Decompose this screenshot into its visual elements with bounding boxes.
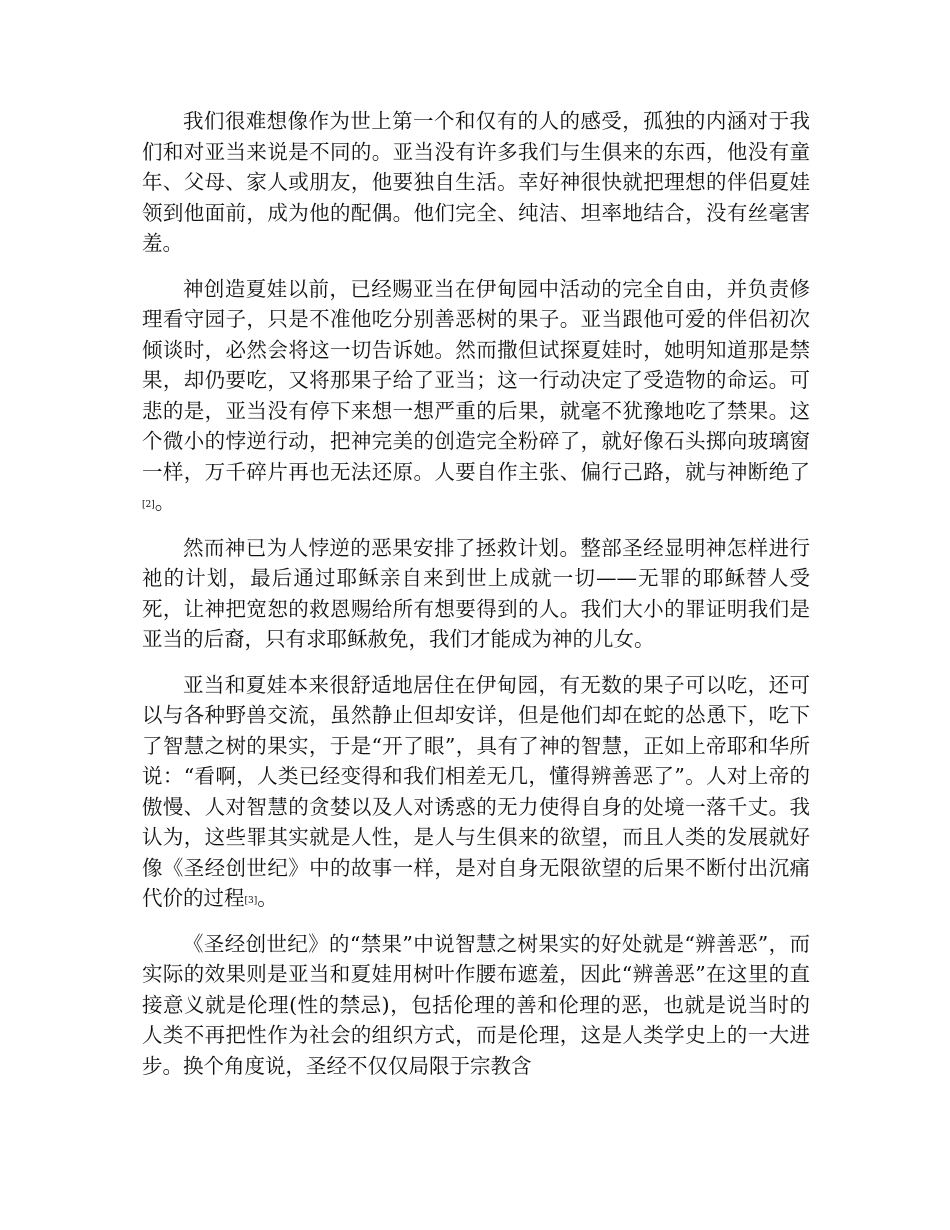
document-body xyxy=(142,106,810,1096)
paragraph-tail: 。 xyxy=(257,886,278,910)
paragraph-text: 《圣经创世纪》的“禁果”中说智慧之树果实的好处就是“辨善恶”，而实际的效果则是亚当和夏娃用树叶作腰布遮羞，因此“辨善恶”在这里的直接意义就是伦理(性的禁忌)，包括伦理的善和伦理的恶，也就是说当时的人类不再把性作为社会的组织方式，而是伦理，这是人类学史上的一大进步。换个角度说，圣经不仅仅局限于宗教含 xyxy=(142,931,810,1078)
paragraph-3 xyxy=(142,533,810,655)
paragraph-2 xyxy=(142,274,810,518)
paragraph-text: 神创造夏娃以前，已经赐亚当在伊甸园中活动的完全自由，并负责修理看守园子，只是不准他吃分别善恶树的果子。亚当跟他可爱的伴侣初次倾谈时，必然会将这一切告诉她。然而撒但试探夏娃时，她明知道那是禁果，却仍要吃，又将那果子给了亚当；这一行动决定了受造物的命运。可悲的是，亚当没有停下来想一想严重的后果，就毫不犹豫地吃了禁果。这个微小的悖逆行动，把神完美的创造完全粉碎了，就好像石头掷向玻璃窗一样，万千碎片再也无法还原。人要自作主张、偏行己路，就与神断绝了 xyxy=(142,276,810,484)
footnote-reference[interactable]: [2] xyxy=(142,500,155,510)
paragraph-text: 亚当和夏娃本来很舒适地居住在伊甸园，有无数的果子可以吃，还可以与各种野兽交流，虽然静止但却安详，但是他们却在蛇的怂恿下，吃下了智慧之树的果实，于是“开了眼”，具有了神的智慧，正如上帝耶和华所说：“看啊，人类已经变得和我们相差无几，懂得辨善恶了”。人对上帝的傲慢、人对智慧的贪婪以及人对诱惑的无力使得自身的处境一落千丈。我认为，这些罪其实就是人性，是人与生俱来的欲望，而且人类的发展就好像《圣经创世纪》中的故事一样，是对自身无限欲望的后果不断付出沉痛代价的过程 xyxy=(142,672,810,910)
paragraph-5 xyxy=(142,929,810,1082)
paragraph-text: 我们很难想像作为世上第一个和仅有的人的感受，孤独的内涵对于我们和对亚当来说是不同的。亚当没有许多我们与生俱来的东西，他没有童年、父母、家人或朋友，他要独自生活。幸好神很快就把理想的伴侣夏娃领到他面前，成为他的配偶。他们完全、纯洁、坦率地结合，没有丝毫害羞。 xyxy=(142,109,810,255)
paragraph-tail: 。 xyxy=(154,490,176,514)
paragraph-text: 然而神已为人悖逆的恶果安排了拯救计划。整部圣经显明神怎样进行祂的计划，最后通过耶稣亲自来到世上成就一切——无罪的耶稣替人受死，让神把宽恕的救恩赐给所有想要得到的人。我们大小的罪证明我们是亚当的后裔，只有求耶稣赦免，我们才能成为神的儿女。 xyxy=(142,535,810,651)
paragraph-4 xyxy=(142,670,810,914)
paragraph-1 xyxy=(142,106,810,259)
footnote-reference[interactable]: [3] xyxy=(244,896,258,906)
